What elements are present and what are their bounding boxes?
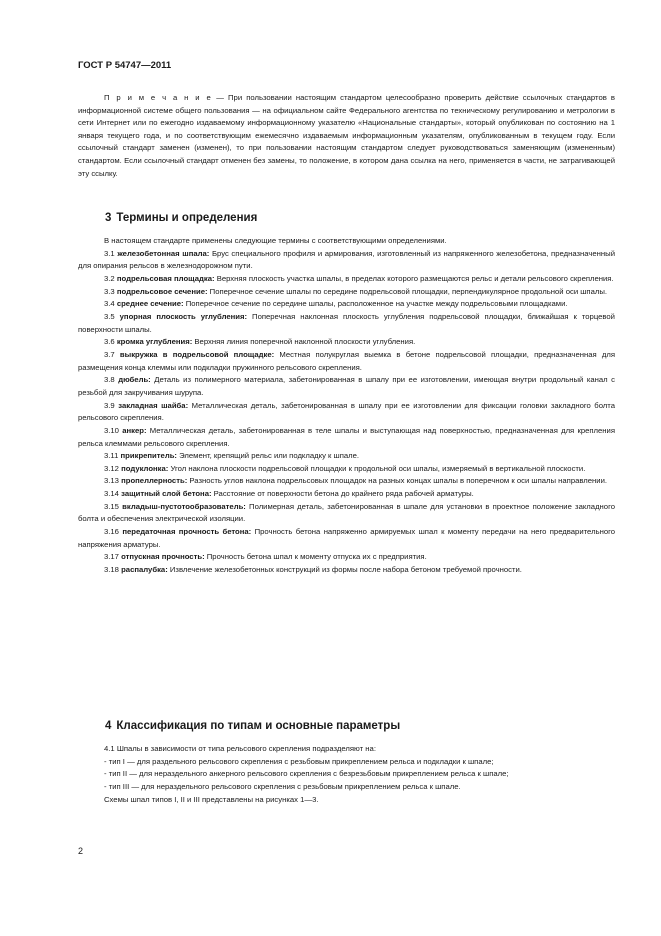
term-definition [78, 286, 615, 299]
term-number: 3.10 [104, 425, 119, 435]
term-name: закладная шайба: [118, 400, 189, 410]
term-text: Извлечение железобетонных конструкций из формы после набора бетоном требуемой прочности. [167, 565, 522, 575]
term-number: 3.17 [104, 552, 119, 562]
section-4-title: Классификация по типам и основные параметры [116, 720, 401, 732]
section-3-intro: В настоящем стандарте применены следующие термины с соответствующими определениями. [104, 236, 447, 245]
term-name: выкружка в подрельсовой площадке: [119, 349, 275, 359]
term-definition [78, 311, 615, 336]
section-4-paragraph: - тип II — для нераздельного анкерного рельсового скрепления с безрезьбовым прикреплением рельса к шпале; [104, 769, 509, 779]
section-3-heading [105, 212, 257, 224]
term-text: Расстояние от поверхности бетона до крайнего ряда рабочей арматуры. [211, 489, 474, 499]
term-definition [78, 526, 615, 551]
term-text: Металлическая деталь, забетонированная в шпалу при ее изготовлении для фиксации головки закладного болта рельсового скрепления. [78, 400, 615, 423]
term-text: Верхняя плоскость участка шпалы, в пределах которого размещаются рельс и детали рельсового скрепления. [214, 273, 614, 283]
term-text: Полимерная деталь, забетонированная в шпале для установки в проектное положение закладного болта и обеспечения электрической изоляции. [78, 501, 615, 524]
term-name: подрельсовое сечение: [116, 286, 208, 296]
term-number: 3.3 [104, 286, 115, 296]
term-name: подуклонка: [121, 463, 169, 473]
term-definition [78, 551, 615, 564]
term-definition [78, 298, 615, 311]
term-definition [78, 564, 615, 577]
term-name: дюбель: [118, 375, 151, 385]
term-number: 3.9 [104, 400, 115, 410]
section-4-paragraph: - тип III — для нераздельного рельсового скрепления с резьбовым прикреплением рельса к шпале. [104, 781, 461, 791]
section-4-paragraph: 4.1 Шпалы в зависимости от типа рельсового скрепления подразделяют на: [104, 744, 376, 753]
term-definition [78, 475, 615, 488]
term-name: упорная плоскость углубления: [119, 311, 248, 321]
term-number: 3.8 [104, 375, 115, 385]
term-definition [78, 374, 615, 399]
section-4-body [78, 743, 615, 806]
term-definition [78, 488, 615, 501]
term-text: Верхняя линия поперечной наклонной плоскости углубления. [192, 337, 416, 347]
term-number: 3.7 [104, 349, 115, 359]
terms-list [78, 248, 615, 577]
term-name: анкер: [122, 425, 147, 435]
term-number: 3.16 [104, 527, 119, 537]
term-name: защитный слой бетона: [121, 489, 212, 499]
section-4-heading [105, 720, 400, 732]
term-name: пропеллерность: [121, 476, 188, 486]
document-code: ГОСТ Р 54747—2011 [78, 60, 172, 71]
term-text: Поперечное сечение по середине шпалы, расположенное на участке между подрельсовыми площадками. [183, 299, 568, 309]
term-definition [78, 273, 615, 286]
term-number: 3.1 [104, 248, 115, 258]
term-text: Элемент, крепящий рельс или подкладку к шпале. [177, 451, 360, 461]
term-name: передаточная прочность бетона: [122, 527, 252, 537]
term-name: подрельсовая площадка: [116, 273, 215, 283]
term-definition [78, 501, 615, 526]
term-number: 3.18 [104, 565, 119, 575]
term-definition [78, 463, 615, 476]
term-name: кромка углубления: [116, 337, 193, 347]
note-label: П р и м е ч а н и е [104, 93, 213, 102]
term-name: среднее сечение: [116, 299, 184, 309]
term-definition [78, 248, 615, 273]
term-definition [78, 349, 615, 374]
section-4-paragraph: Схемы шпал типов I, II и III представлены на рисунках 1—3. [104, 794, 319, 804]
term-text: Угол наклона плоскости подрельсовой площадки к продольной оси шпалы, измеряемый в вертикальной плоскости. [168, 463, 586, 473]
section-3-body [78, 235, 615, 577]
page-number: 2 [78, 846, 84, 856]
term-name: железобетонная шпала: [117, 248, 210, 258]
term-text: Поперечное сечение шпалы по середине подрельсовой площадки, перпендикулярное продольной оси шпалы. [207, 286, 608, 296]
note-text: — При пользовании настоящим стандартом целесообразно проверить действие ссылочных стандартов в информационной системе общего пользования — на официальном сайте Федерального агентства по техническому регулированию и метрологии в сети Интернет или по ежегодно издаваемому информационному указателю «Национальные стандарты», который опубликован по состоянию на 1 января текущего года, и по соответствующим ежемесячно издаваемым информационным указателям, опубликованным в текущем году. Если ссылочный стандарт заменен (изменен), то при пользовании настоящим стандартом следует руководствоваться заменяющим (измененным) стандартом. Если ссылочный стандарт отменен без замены, то положение, в котором дана ссылка на него, применяется в части, не затрагивающей эту ссылку. [78, 93, 615, 178]
term-name: отпускная прочность: [121, 552, 205, 562]
term-number: 3.14 [104, 489, 119, 499]
term-number: 3.2 [104, 273, 115, 283]
term-number: 3.11 [104, 451, 119, 461]
term-text: Прочность бетона шпал к моменту отпуска их с предприятия. [204, 552, 427, 562]
section-4-number: 4 [105, 720, 112, 732]
term-number: 3.6 [104, 337, 115, 347]
section-3-title: Термины и определения [116, 212, 258, 224]
term-text: Разность углов наклона подрельсовых площадок на разных концах шпалы в поперечном к оси шпалы направлении. [187, 476, 608, 486]
term-text: Деталь из полимерного материала, забетонированная в шпалу при ее изготовлении, имеющая внутри продольный канал с резьбой для закручивания шурупа. [78, 375, 616, 397]
term-number: 3.12 [104, 463, 119, 473]
term-name: прикрепитель: [120, 451, 177, 461]
term-definition [78, 336, 615, 349]
term-number: 3.15 [104, 501, 119, 511]
term-text: Поперечная наклонная плоскость углубления подрельсовой площадки, ближайшая к торцевой поверхности шпалы. [78, 311, 615, 334]
note-paragraph [78, 92, 615, 180]
term-text: Прочность бетона напряженно армируемых шпал к моменту передачи на него предварительного напряжения арматуры. [78, 527, 615, 549]
term-definition [78, 425, 615, 450]
term-name: вкладыш-пустотообразователь: [122, 501, 246, 511]
term-text: Брус специального профиля и армирования, изготовленный из напряженного железобетона, предназначенный для опирания рельсов в железнодорожном пути. [78, 248, 615, 271]
term-number: 3.5 [104, 311, 115, 321]
term-definition [78, 450, 615, 463]
term-number: 3.13 [104, 476, 119, 486]
term-number: 3.4 [104, 299, 115, 309]
term-text: Местная полукруглая выемка в бетоне подрельсовой площадки, предназначенная для размещения конца клеммы или подкладки пружинного рельсового скрепления. [78, 349, 615, 372]
term-text: Металлическая деталь, забетонированная в теле шпалы и выступающая над поверхностью, предназначенная для крепления рельса клеммами рельсового скрепления. [78, 425, 615, 448]
term-definition [78, 400, 615, 425]
section-4-paragraph: - тип I — для раздельного рельсового скрепления с резьбовым прикреплением рельса и подкладки к шпале; [104, 756, 494, 766]
section-3-number: 3 [105, 212, 112, 224]
term-name: распалубка: [121, 565, 168, 575]
